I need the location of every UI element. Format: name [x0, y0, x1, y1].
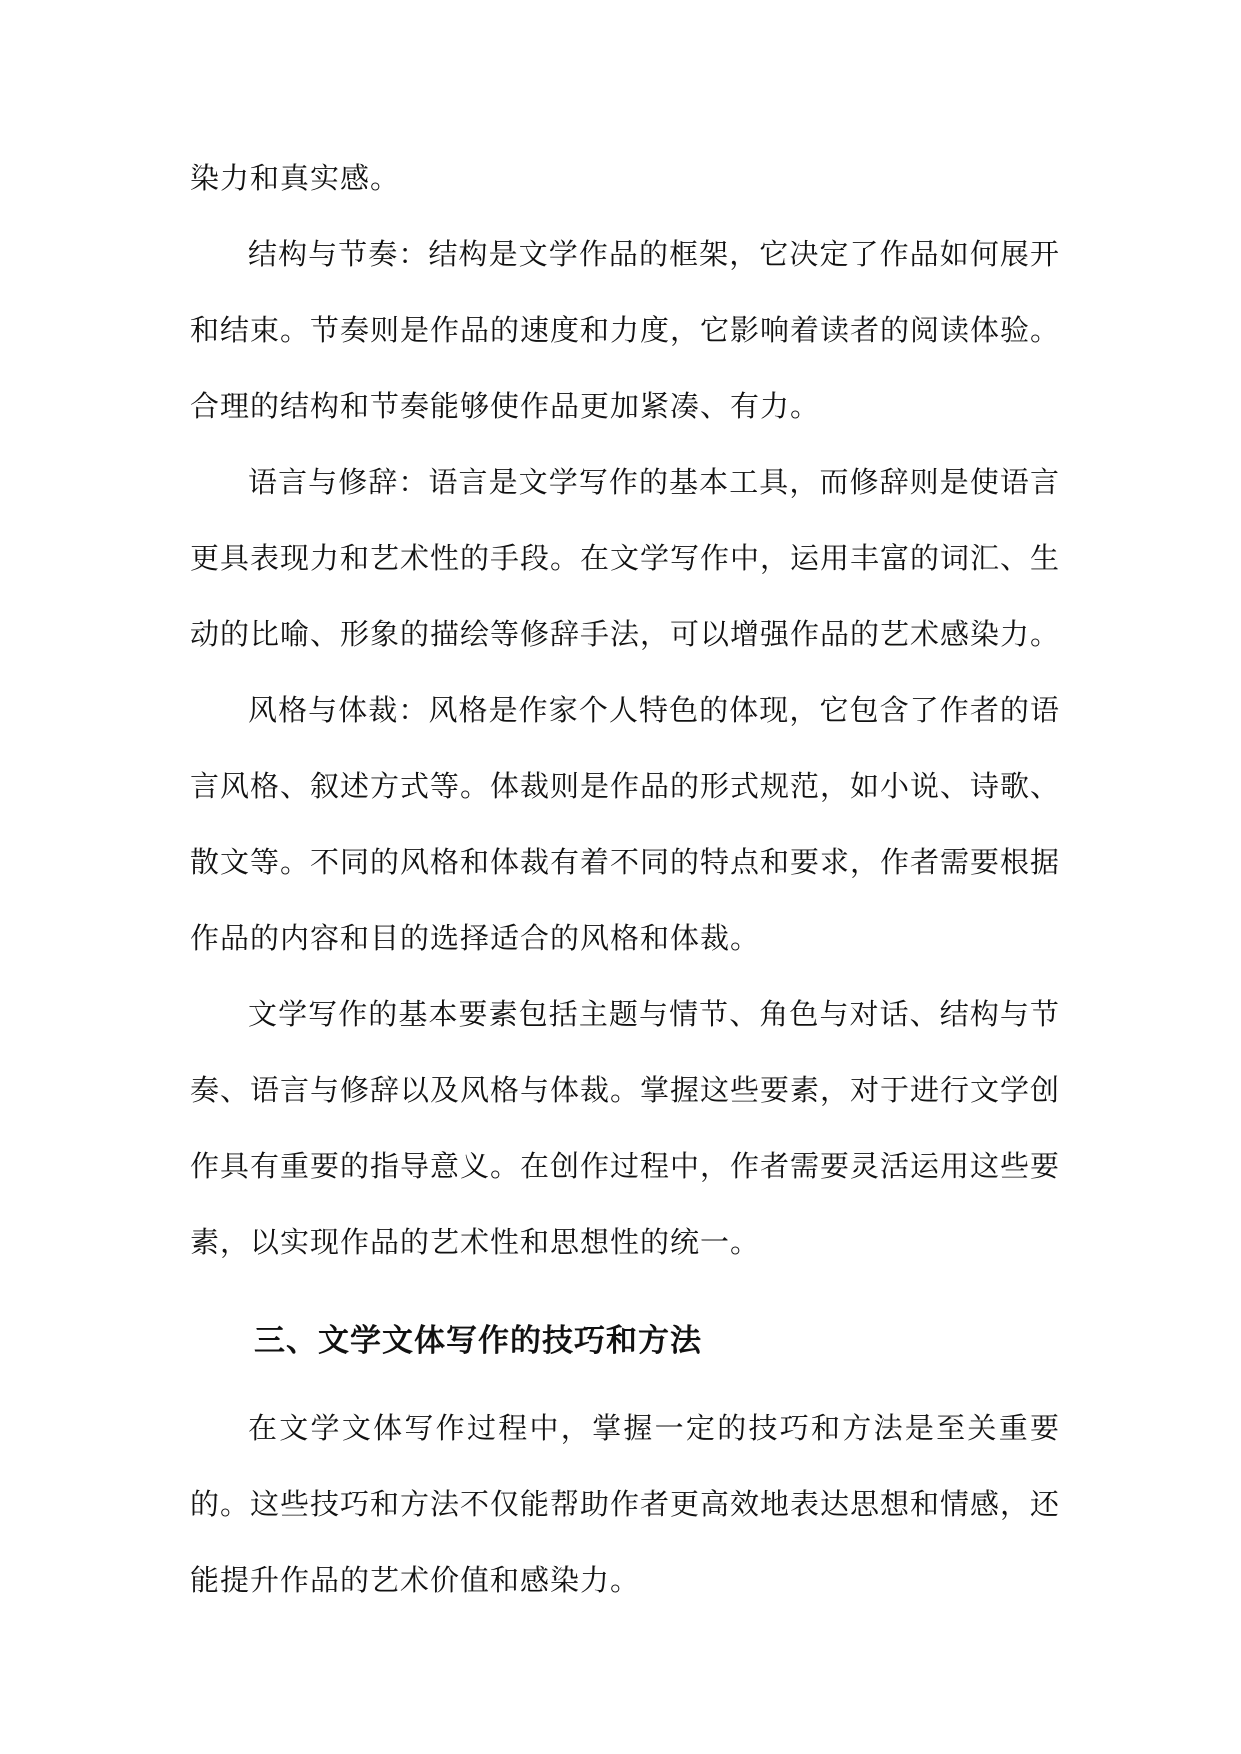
paragraph-style-genre: 风格与体裁：风格是作家个人特色的体现，它包含了作者的语言风格、叙述方式等。体裁则是作品的形式规范，如小说、诗歌、散文等。不同的风格和体裁有着不同的特点和要求，作者需要根据作品的内容和目的选择适合的风格和体裁。	[190, 693, 1061, 955]
paragraph-structure-rhythm: 结构与节奏：结构是文学作品的框架，它决定了作品如何展开和结束。节奏则是作品的速度和力度，它影响着读者的阅读体验。合理的结构和节奏能够使作品更加紧凑、有力。	[190, 237, 1061, 423]
paragraph-summary: 文学写作的基本要素包括主题与情节、角色与对话、结构与节奏、语言与修辞以及风格与体裁。掌握这些要素，对于进行文学创作具有重要的指导意义。在创作过程中，作者需要灵活运用这些要素，以实现作品的艺术性和思想性的统一。	[190, 997, 1061, 1259]
paragraph-language-rhetoric: 语言与修辞：语言是文学写作的基本工具，而修辞则是使语言更具表现力和艺术性的手段。在文学写作中，运用丰富的词汇、生动的比喻、形象的描绘等修辞手法，可以增强作品的艺术感染力。	[190, 465, 1061, 651]
section-heading: 三、文学文体写作的技巧和方法	[254, 1323, 702, 1359]
page-content	[190, 140, 1060, 1618]
paragraph-continuation: 染力和真实感。	[190, 161, 401, 195]
paragraph-techniques-intro: 在文学文体写作过程中，掌握一定的技巧和方法是至关重要的。这些技巧和方法不仅能帮助作者更高效地表达思想和情感，还能提升作品的艺术价值和感染力。	[190, 1411, 1061, 1597]
